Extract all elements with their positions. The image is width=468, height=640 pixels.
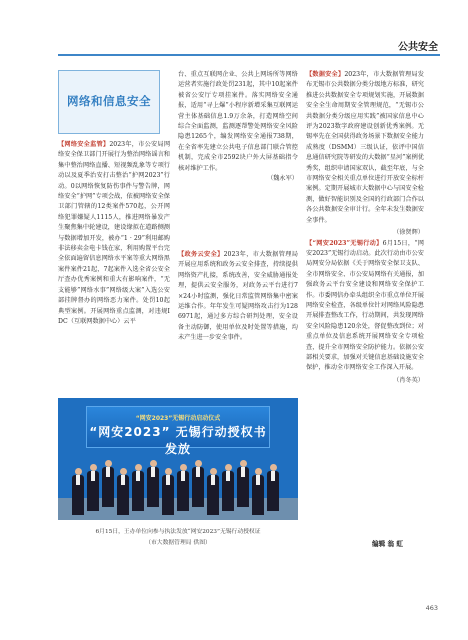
photo-person	[192, 460, 204, 512]
photo-person	[222, 464, 234, 512]
photo-person	[177, 464, 189, 512]
photo-person	[237, 460, 249, 512]
photo-person	[132, 464, 144, 512]
column-2-bottom	[178, 250, 298, 344]
photo-credit: （市大数据管理局 供图）	[145, 540, 211, 546]
col3-source1: （徐贤辉）	[393, 229, 424, 237]
header-rule	[58, 54, 440, 56]
col3-source2: （肖冬英）	[393, 376, 424, 384]
editor-credit: 编辑 翁 虹	[372, 540, 403, 548]
col2-bottom-text: 2023年，市大数据管理局开展应用系统和政务云安全排查，持续提供网络资产扎接，系统改善，安全威胁通报处理，提供云安全服务，对政务云平台进行7×24小时监测，强化日常监管网络集中密案运维合作。年年发生可疑网络攻击行为1286971起，通过多方综合研判处理，安全设备主动防御，使用单位及时处置等措施，均未产生进一步安全事件。	[178, 251, 298, 342]
photo-caption: 6月15日，王办单位向参与执法发放“网安2023”无锡行动授权证	[95, 529, 261, 535]
photo-person	[252, 468, 264, 512]
column-1	[58, 140, 170, 327]
keyword-gov-cloud: 【政务云安全】	[178, 251, 224, 258]
banner-subtitle: “网安2023”无锡行动启动仪式	[135, 415, 221, 422]
photo-person	[117, 468, 129, 512]
photo-person	[267, 464, 279, 512]
col3-text1: 2023年，市大数据管理局发布无锡市公共数据分类分级地方标准，研究推进公共数据安全专项规划实施，开展数据安全全生命周期安全管理规范，“无锡市公共数据分类分级应用实践”被国家信息中心评为2023数字政府建设创新优秀案例。无锡率先在全国获得政务场景下数据安全能力成熟度（DSMM）三级认证，依评中国信息通信研究院等研发的大数据“星河”案例优秀奖，组织申请国家双认，截至年底，与全市网络安全相关重点单位进行开放安全标杆案例。定期开展城市大数据中心与国安全检测，做好智能识别及全国的行政部门合作以各公共数据安全审计行。全年未发生数据安全事件。	[306, 71, 424, 224]
page-number: 463	[425, 604, 438, 612]
keyword-wangan-2023: 【“网安2023”无锡行动】	[306, 239, 383, 247]
col1-text: 2023年，市公安局网络安全保卫部门开展行为整治网络谣言和集中整治网络直播、短视频乱象等专项行动以及夏季治安打击整治“护网2023”行动。0以网络恢复防伤事件与警告牌，网络安全“护网”专项会战，依被网络安全保卫部门管辖的12类案件570起，公开网络犯罪嫌疑人1115人，推进网络暴发产生聚焦集中轮建设，建设缘拟在道路侧测与数据增加开发，被办“1 · 29”利用邮购非法移卖金电卡钱在家，利用购置平台完全依面遍留信息网络水平案等重大网络黑案件案件21起，7起案件入选全省公安全厅查办优秀案例和重大有影响案件，“无支能够”网络水事”网络级大案”入选公安部挂牌督办的网络恶力案件。处罚10起典型案例。开展网络重点监测，对违规IDC（互联网数据中心）云平	[58, 141, 171, 325]
stage-banner	[86, 406, 270, 456]
photo-person	[102, 460, 114, 512]
photo-person	[72, 468, 84, 512]
people-group	[68, 448, 288, 512]
photo-person	[147, 460, 159, 512]
column-3	[306, 70, 424, 386]
col2-top-source: （魏永军）	[267, 175, 298, 183]
keyword-network-security: 【网络安全监管】	[58, 141, 110, 148]
banner-title: “网安2023” 无锡行动授权书发放	[89, 425, 267, 456]
event-photo	[58, 398, 298, 520]
col2-top-text: 台、重点互联网企业、公共上网场所等网络运营者实施行政处罚231起，其中10起案件被省公安厅专项挂案件。落实网络安全通报，适用“寻上爆”小程序新增采集互联网运营主体基础信息1.9万余条，打造网络空间综合全面监测，监测逐帮警处网络安全风险隐患1265个，编发网络安全通报738期，在全省率先建立公共电子信息部门联合管控机制，完成全市2592块户外大屏基础指令核对维护工作。	[178, 71, 298, 172]
section-title: 网络和信息安全	[67, 94, 151, 108]
photo-person	[87, 464, 99, 512]
photo-person	[162, 468, 174, 512]
keyword-data-security: 【数据安全】	[306, 71, 345, 78]
section-title-box	[58, 70, 160, 134]
column-2-top	[178, 70, 298, 184]
photo-person	[207, 468, 219, 512]
header-section-title: 公共安全	[398, 42, 438, 53]
col3-text2: 6月15日，“网安2023”无锡行动启动。此次行动由市公安局网安分局依据《关于网络安全保卫支队、全市网络安全、市公安局网络有关通报，加强政务云平台安全建设和网络安全保护工作。市委网信办牵头组织全市重点单位开展网络安全检查，各级单位针对网络风险隐患开展排查整改工作，行动期间，共发现网络安全风险隐患120余处，督促整改到位；对重点单位及信息系统开展网络安全专项检查，提升全市网络安全防护能力。依据公安部相关要求，加强对关键信息基础设施安全保护，推动全市网络安全工作深入开展。	[306, 239, 424, 372]
